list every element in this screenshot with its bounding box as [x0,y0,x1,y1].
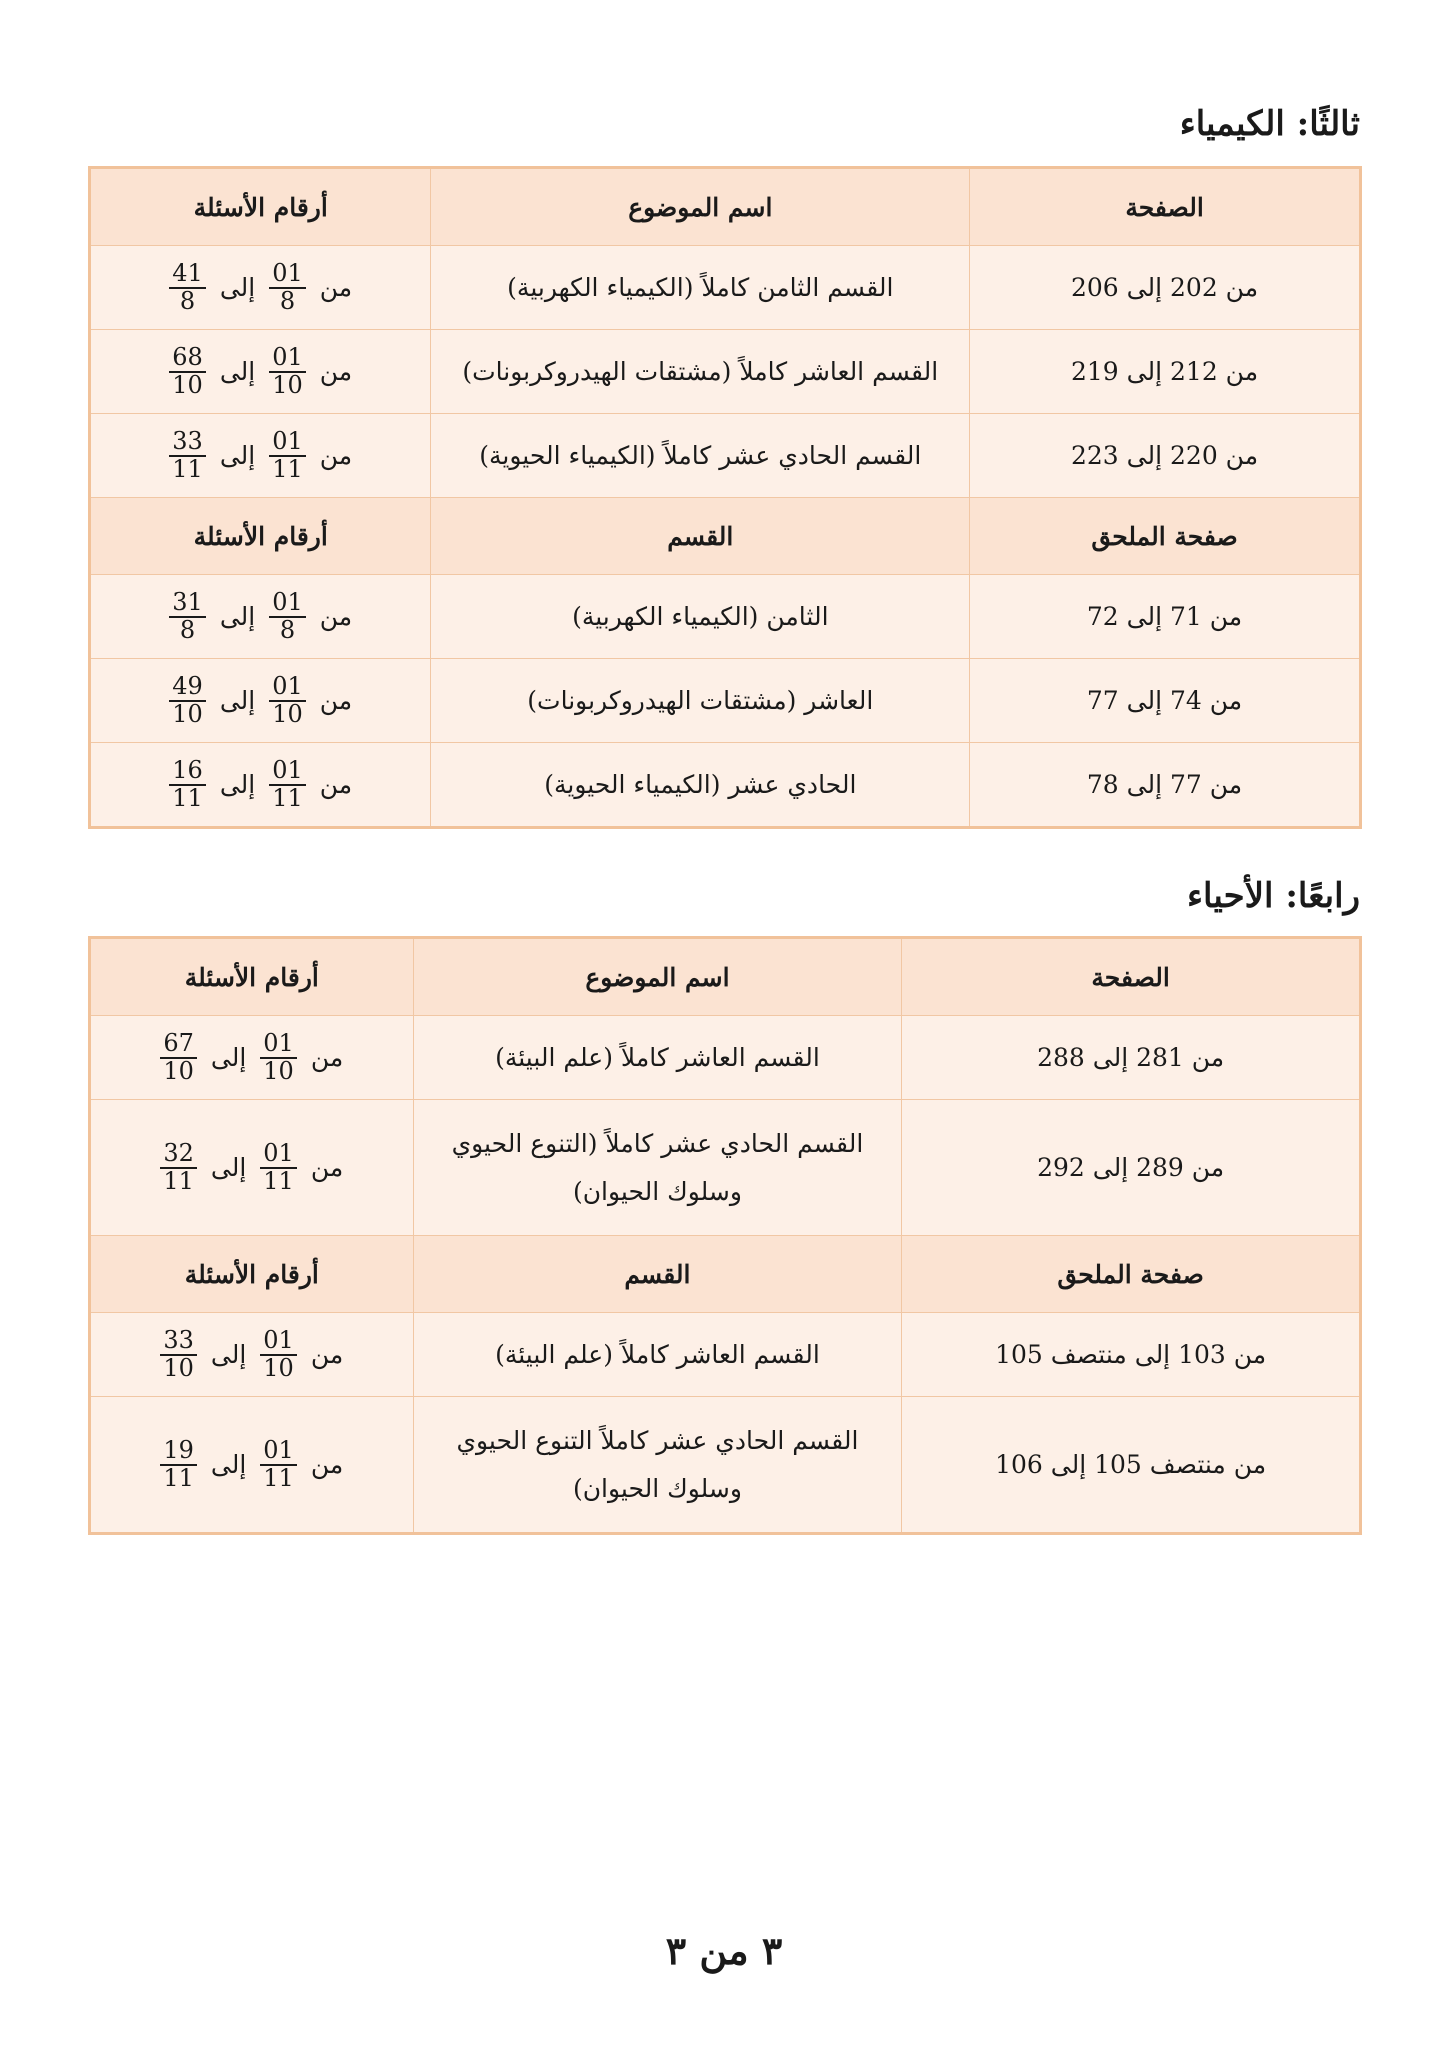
to-label: إلى [219,602,256,631]
from-fraction [269,590,306,642]
table-row [90,743,1361,828]
table-row [90,1100,1361,1236]
page-range: من 220 إلى 223 [970,414,1361,498]
biology-table [88,936,1362,1535]
header-section: القسم [413,1236,902,1313]
question-range [90,1016,414,1100]
to-label: إلى [219,357,256,386]
to-denominator: 11 [172,783,203,812]
topic: القسم الحادي عشر كاملاً (الكيمياء الحيوية) [431,414,970,498]
from-denominator: 11 [272,783,303,812]
topic: القسم العاشر كاملاً (علم البيئة) [413,1016,902,1100]
page-range: من 103 إلى منتصف 105 [902,1313,1361,1397]
from-denominator: 8 [279,615,296,644]
from-fraction [269,261,306,313]
from-denominator: 11 [263,1463,294,1492]
from-fraction [260,1328,297,1380]
question-range [90,575,431,659]
table-row [90,1016,1361,1100]
topic: القسم الثامن كاملاً (الكيمياء الكهربية) [431,246,970,330]
topic: القسم العاشر كاملاً (مشتقات الهيدروكربونات) [431,330,970,414]
page-range: من منتصف 105 إلى 106 [902,1397,1361,1534]
from-fraction [260,1141,297,1193]
from-label: من [319,273,353,302]
to-fraction [169,758,206,810]
to-numerator: 16 [172,756,203,785]
to-fraction [169,429,206,481]
to-label: إلى [210,1340,247,1369]
to-numerator: 33 [163,1326,194,1355]
from-label: من [310,1153,344,1182]
from-numerator: 01 [272,259,303,288]
to-denominator: 8 [179,286,196,315]
to-fraction [160,1328,197,1380]
from-fraction [269,758,306,810]
page-range: من 71 إلى 72 [970,575,1361,659]
to-label: إلى [210,1043,247,1072]
question-range [90,1313,414,1397]
page-range: من 74 إلى 77 [970,659,1361,743]
topic: العاشر (مشتقات الهيدروكربونات) [431,659,970,743]
question-range [90,1397,414,1534]
topic: الثامن (الكيمياء الكهربية) [431,575,970,659]
question-range [90,414,431,498]
to-fraction [169,345,206,397]
topic-line-2: وسلوك الحيوان) [572,1176,742,1206]
topic-line-1: القسم الحادي عشر كاملاً (التنوع الحيوي [451,1128,864,1158]
to-denominator: 11 [163,1463,194,1492]
topic-line-1: القسم الحادي عشر كاملاً التنوع الحيوي [456,1425,859,1455]
header-questions: أرقام الأسئلة [90,498,431,575]
to-denominator: 10 [163,1353,194,1382]
question-range [90,659,431,743]
from-numerator: 01 [263,1029,294,1058]
to-numerator: 41 [172,259,203,288]
topic: القسم العاشر كاملاً (علم البيئة) [413,1313,902,1397]
from-fraction [269,674,306,726]
table-row [90,659,1361,743]
from-label: من [319,441,353,470]
header-page: الصفحة [902,938,1361,1016]
header-appendix-page: صفحة الملحق [970,498,1361,575]
header-row [90,168,1361,246]
to-label: إلى [219,273,256,302]
to-denominator: 8 [179,615,196,644]
header-questions: أرقام الأسئلة [90,1236,414,1313]
from-denominator: 10 [263,1353,294,1382]
to-numerator: 31 [172,588,203,617]
to-numerator: 33 [172,427,203,456]
to-fraction [160,1031,197,1083]
to-fraction [169,590,206,642]
question-range [90,246,431,330]
page-range: من 77 إلى 78 [970,743,1361,828]
header-topic: اسم الموضوع [413,938,902,1016]
to-denominator: 10 [163,1056,194,1085]
to-numerator: 49 [172,672,203,701]
page-range: من 212 إلى 219 [970,330,1361,414]
from-numerator: 01 [263,1139,294,1168]
from-numerator: 01 [263,1436,294,1465]
to-numerator: 32 [163,1139,194,1168]
page-number: ٣ من ٣ [665,1928,783,1973]
to-denominator: 11 [172,454,203,483]
to-denominator: 10 [172,370,203,399]
from-numerator: 01 [272,588,303,617]
from-fraction [269,345,306,397]
table-row [90,575,1361,659]
from-fraction [260,1438,297,1490]
to-fraction [160,1141,197,1193]
to-label: إلى [210,1153,247,1182]
from-fraction [260,1031,297,1083]
header-appendix-page: صفحة الملحق [902,1236,1361,1313]
from-numerator: 01 [263,1326,294,1355]
from-label: من [310,1450,344,1479]
appendix-header-row [90,498,1361,575]
topic-line-2: وسلوك الحيوان) [572,1473,742,1503]
table-row [90,1397,1361,1534]
from-label: من [319,770,353,799]
to-numerator: 67 [163,1029,194,1058]
to-fraction [169,261,206,313]
table-row [90,414,1361,498]
to-fraction [160,1438,197,1490]
to-label: إلى [219,770,256,799]
section-title-chemistry: ثالثًا: الكيمياء [1179,104,1360,144]
from-denominator: 8 [279,286,296,315]
from-label: من [319,357,353,386]
to-denominator: 10 [172,699,203,728]
page-range: من 281 إلى 288 [902,1016,1361,1100]
to-fraction [169,674,206,726]
question-range [90,1100,414,1236]
table-row [90,330,1361,414]
from-denominator: 10 [263,1056,294,1085]
table-row [90,246,1361,330]
topic: الحادي عشر (الكيمياء الحيوية) [431,743,970,828]
header-row [90,938,1361,1016]
from-numerator: 01 [272,427,303,456]
to-label: إلى [219,686,256,715]
header-topic: اسم الموضوع [431,168,970,246]
from-label: من [310,1043,344,1072]
to-denominator: 11 [163,1166,194,1195]
from-denominator: 11 [272,454,303,483]
topic [413,1100,902,1236]
header-section: القسم [431,498,970,575]
question-range [90,743,431,828]
to-label: إلى [219,441,256,470]
from-label: من [319,686,353,715]
from-denominator: 11 [263,1166,294,1195]
table-row [90,1313,1361,1397]
from-denominator: 10 [272,370,303,399]
from-numerator: 01 [272,672,303,701]
chemistry-table [88,166,1362,829]
header-questions: أرقام الأسئلة [90,938,414,1016]
page-range: من 289 إلى 292 [902,1100,1361,1236]
question-range [90,330,431,414]
from-label: من [310,1340,344,1369]
topic [413,1397,902,1534]
from-label: من [319,602,353,631]
from-denominator: 10 [272,699,303,728]
header-questions: أرقام الأسئلة [90,168,431,246]
from-numerator: 01 [272,343,303,372]
from-numerator: 01 [272,756,303,785]
to-numerator: 68 [172,343,203,372]
to-label: إلى [210,1450,247,1479]
appendix-header-row [90,1236,1361,1313]
section-title-biology: رابعًا: الأحياء [1187,876,1360,916]
to-numerator: 19 [163,1436,194,1465]
page-range: من 202 إلى 206 [970,246,1361,330]
header-page: الصفحة [970,168,1361,246]
from-fraction [269,429,306,481]
